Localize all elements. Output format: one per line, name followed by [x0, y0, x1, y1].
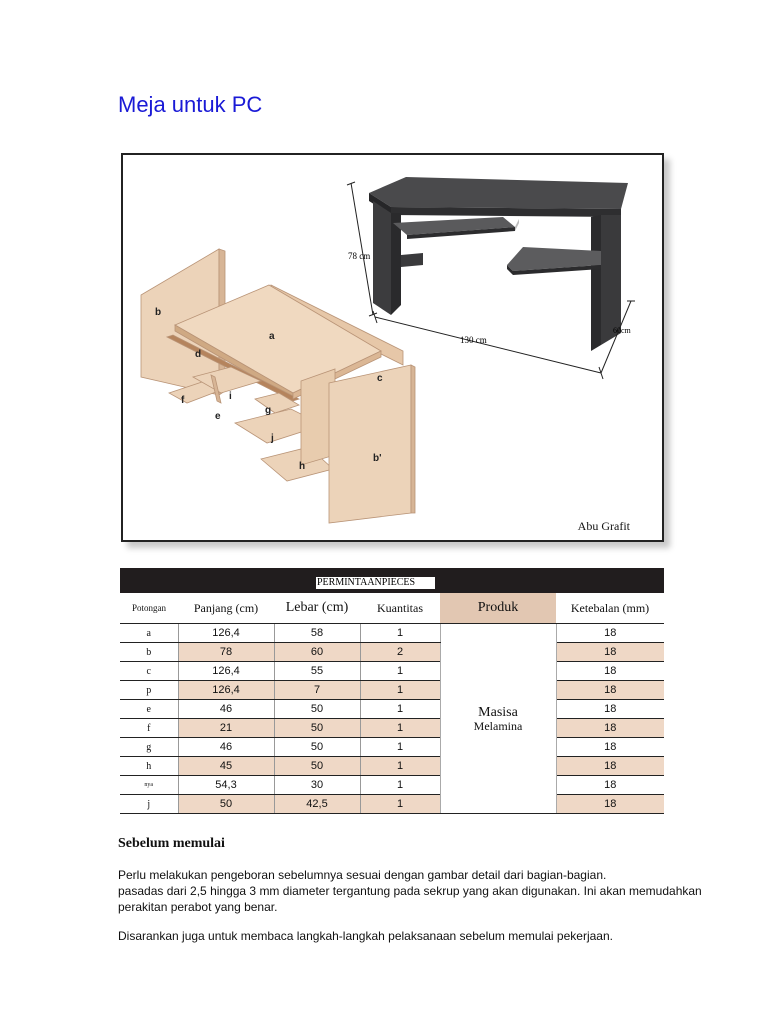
produk-sub-label: Melamina: [473, 718, 523, 733]
part-label-i: i: [229, 391, 232, 402]
cell-potongan: e: [120, 700, 178, 719]
cell-potongan: g: [120, 738, 178, 757]
cell-lebar: 50: [274, 700, 360, 719]
table-row: [120, 757, 664, 776]
cell-potongan: nya: [120, 776, 178, 795]
cell-ketebalan: 18: [556, 795, 664, 814]
produk-main-label: Masisa: [478, 704, 518, 720]
cell-panjang: 21: [178, 719, 274, 738]
cell-potongan: b: [120, 643, 178, 662]
cell-panjang: 50: [178, 795, 274, 814]
cell-potongan: h: [120, 757, 178, 776]
cell-panjang: 54,3: [178, 776, 274, 795]
cell-ketebalan: 18: [556, 700, 664, 719]
cell-ketebalan: 18: [556, 757, 664, 776]
cell-lebar: 58: [274, 624, 360, 643]
cell-lebar: 50: [274, 757, 360, 776]
cell-kuantitas: 1: [360, 681, 440, 700]
cell-kuantitas: 1: [360, 776, 440, 795]
table-row: [120, 662, 664, 681]
part-label-g: g: [265, 405, 272, 416]
part-label-h: h: [299, 461, 306, 472]
table-title: PERMINTAANPIECES: [316, 577, 435, 589]
pieces-table: [120, 568, 664, 814]
paragraph-3: Disarankan juga untuk membaca langkah-langkah pelaksanaan sebelum memulai pekerjaan.: [118, 929, 613, 943]
page-title: Meja untuk PC: [118, 92, 263, 117]
cell-produk: [440, 624, 556, 814]
part-label-d: d: [195, 349, 202, 360]
cell-lebar: 50: [274, 738, 360, 757]
table-row: [120, 624, 664, 643]
table-row: [120, 681, 664, 700]
cell-lebar: 55: [274, 662, 360, 681]
table-row: [120, 738, 664, 757]
col-header-kuantitas: Kuantitas: [360, 593, 440, 624]
cell-kuantitas: 1: [360, 624, 440, 643]
paragraph-1: Perlu melakukan pengeboran sebelumnya sesuai dengan gambar detail dari bagian-bagian.: [118, 868, 607, 882]
depth-dimension-label: 60cm: [613, 326, 631, 335]
table-row: [120, 776, 664, 795]
part-label-e: e: [215, 411, 221, 422]
col-header-lebar: Lebar (cm): [274, 593, 360, 624]
cell-kuantitas: 1: [360, 738, 440, 757]
cell-panjang: 78: [178, 643, 274, 662]
cell-ketebalan: 18: [556, 643, 664, 662]
pieces-grid: [120, 593, 664, 814]
cell-kuantitas: 1: [360, 719, 440, 738]
cell-potongan: a: [120, 624, 178, 643]
section-heading: Sebelum memulai: [118, 836, 225, 851]
cell-kuantitas: 1: [360, 795, 440, 814]
cell-panjang: 126,4: [178, 624, 274, 643]
cell-kuantitas: 2: [360, 643, 440, 662]
cell-kuantitas: 1: [360, 662, 440, 681]
cell-potongan: j: [120, 795, 178, 814]
col-header-potongan: Potongan: [120, 593, 178, 624]
cell-ketebalan: 18: [556, 681, 664, 700]
cell-lebar: 50: [274, 719, 360, 738]
part-label-b: b: [155, 307, 162, 318]
cell-panjang: 46: [178, 700, 274, 719]
col-header-ketebalan: Ketebalan (mm): [556, 593, 664, 624]
cell-potongan: c: [120, 662, 178, 681]
cell-ketebalan: 18: [556, 624, 664, 643]
cell-lebar: 30: [274, 776, 360, 795]
cell-panjang: 45: [178, 757, 274, 776]
cell-kuantitas: 1: [360, 757, 440, 776]
cell-ketebalan: 18: [556, 738, 664, 757]
cell-lebar: 7: [274, 681, 360, 700]
cell-panjang: 46: [178, 738, 274, 757]
part-label-f: f: [181, 395, 185, 406]
desk-illustration: [121, 153, 664, 542]
cell-kuantitas: 1: [360, 700, 440, 719]
part-label-c: c: [377, 373, 383, 384]
part-label-a: a: [269, 331, 275, 342]
col-header-produk: Produk: [440, 593, 556, 624]
cell-ketebalan: 18: [556, 776, 664, 795]
table-header-row: [120, 593, 664, 624]
part-label-b-prime: b': [373, 453, 382, 464]
height-dimension-label: 78 cm: [348, 251, 371, 261]
cell-potongan: f: [120, 719, 178, 738]
table-title-bar: [120, 568, 664, 593]
width-dimension-label: 130 cm: [460, 335, 487, 345]
paragraph-2: pasadas dari 2,5 hingga 3 mm diameter tergantung pada sekrup yang akan digunakan. Ini akan memudahkan perakitan perabot yang benar.: [118, 884, 702, 914]
cell-panjang: 126,4: [178, 681, 274, 700]
cell-lebar: 60: [274, 643, 360, 662]
table-row: [120, 700, 664, 719]
desk-diagram-svg: [123, 155, 662, 540]
cell-ketebalan: 18: [556, 719, 664, 738]
figure-caption: Abu Grafit: [577, 519, 630, 533]
col-header-panjang: Panjang (cm): [178, 593, 274, 624]
part-label-j: j: [271, 433, 274, 444]
cell-panjang: 126,4: [178, 662, 274, 681]
table-row: [120, 643, 664, 662]
cell-lebar: 42,5: [274, 795, 360, 814]
table-row: [120, 795, 664, 814]
table-row: [120, 719, 664, 738]
cell-ketebalan: 18: [556, 662, 664, 681]
cell-potongan: p: [120, 681, 178, 700]
